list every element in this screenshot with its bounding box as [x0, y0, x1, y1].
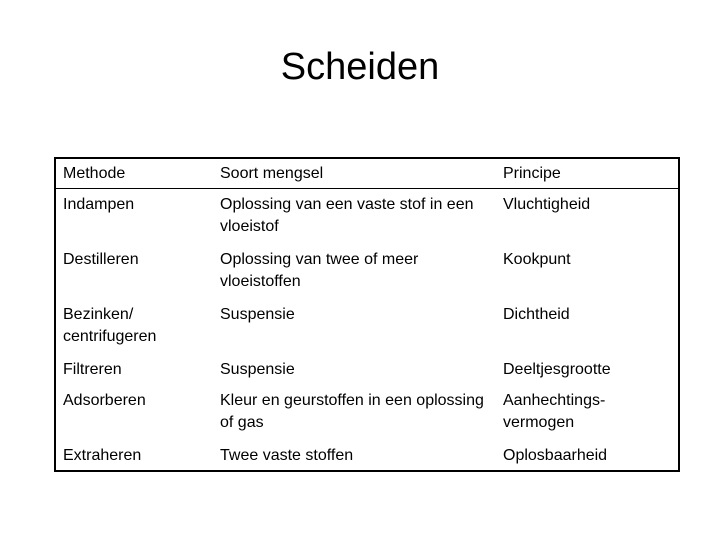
- header-soort-mengsel: Soort mengsel: [220, 165, 324, 182]
- table-row: [55, 354, 679, 385]
- separation-methods-table: [54, 157, 680, 472]
- cell-principe: Kookpunt: [503, 250, 571, 268]
- cell-soort-mengsel: Twee vaste stoffen: [220, 446, 354, 464]
- page-title: Scheiden: [280, 46, 440, 88]
- cell-principe: Dichtheid: [503, 305, 570, 323]
- table-row: [55, 189, 679, 244]
- cell-principe: Aanhechtings-vermogen: [503, 391, 606, 431]
- cell-methode: Indampen: [63, 196, 135, 213]
- table-row: [55, 244, 679, 299]
- table-row: [55, 440, 679, 471]
- cell-principe: Oplosbaarheid: [503, 446, 608, 464]
- cell-methode: Extraheren: [63, 446, 142, 464]
- table-header-row: [55, 158, 679, 189]
- cell-soort-mengsel: Oplossing van twee of meer vloeistoffen: [220, 250, 419, 290]
- cell-soort-mengsel: Suspensie: [220, 360, 295, 378]
- cell-soort-mengsel: Suspensie: [220, 305, 295, 323]
- header-methode: Methode: [63, 165, 126, 182]
- table-row: [55, 299, 679, 354]
- cell-methode: Destilleren: [63, 250, 139, 268]
- cell-methode: Filtreren: [63, 360, 122, 378]
- cell-methode: Bezinken/ centrifugeren: [63, 305, 157, 345]
- header-principe: Principe: [503, 165, 561, 182]
- cell-principe: Deeltjesgrootte: [503, 360, 611, 378]
- table-row: [55, 385, 679, 440]
- cell-soort-mengsel: Kleur en geurstoffen in een oplossing of gas: [220, 391, 484, 431]
- cell-soort-mengsel: Oplossing van een vaste stof in een vloeistof: [220, 196, 474, 235]
- cell-methode: Adsorberen: [63, 391, 146, 409]
- cell-principe: Vluchtigheid: [503, 196, 591, 213]
